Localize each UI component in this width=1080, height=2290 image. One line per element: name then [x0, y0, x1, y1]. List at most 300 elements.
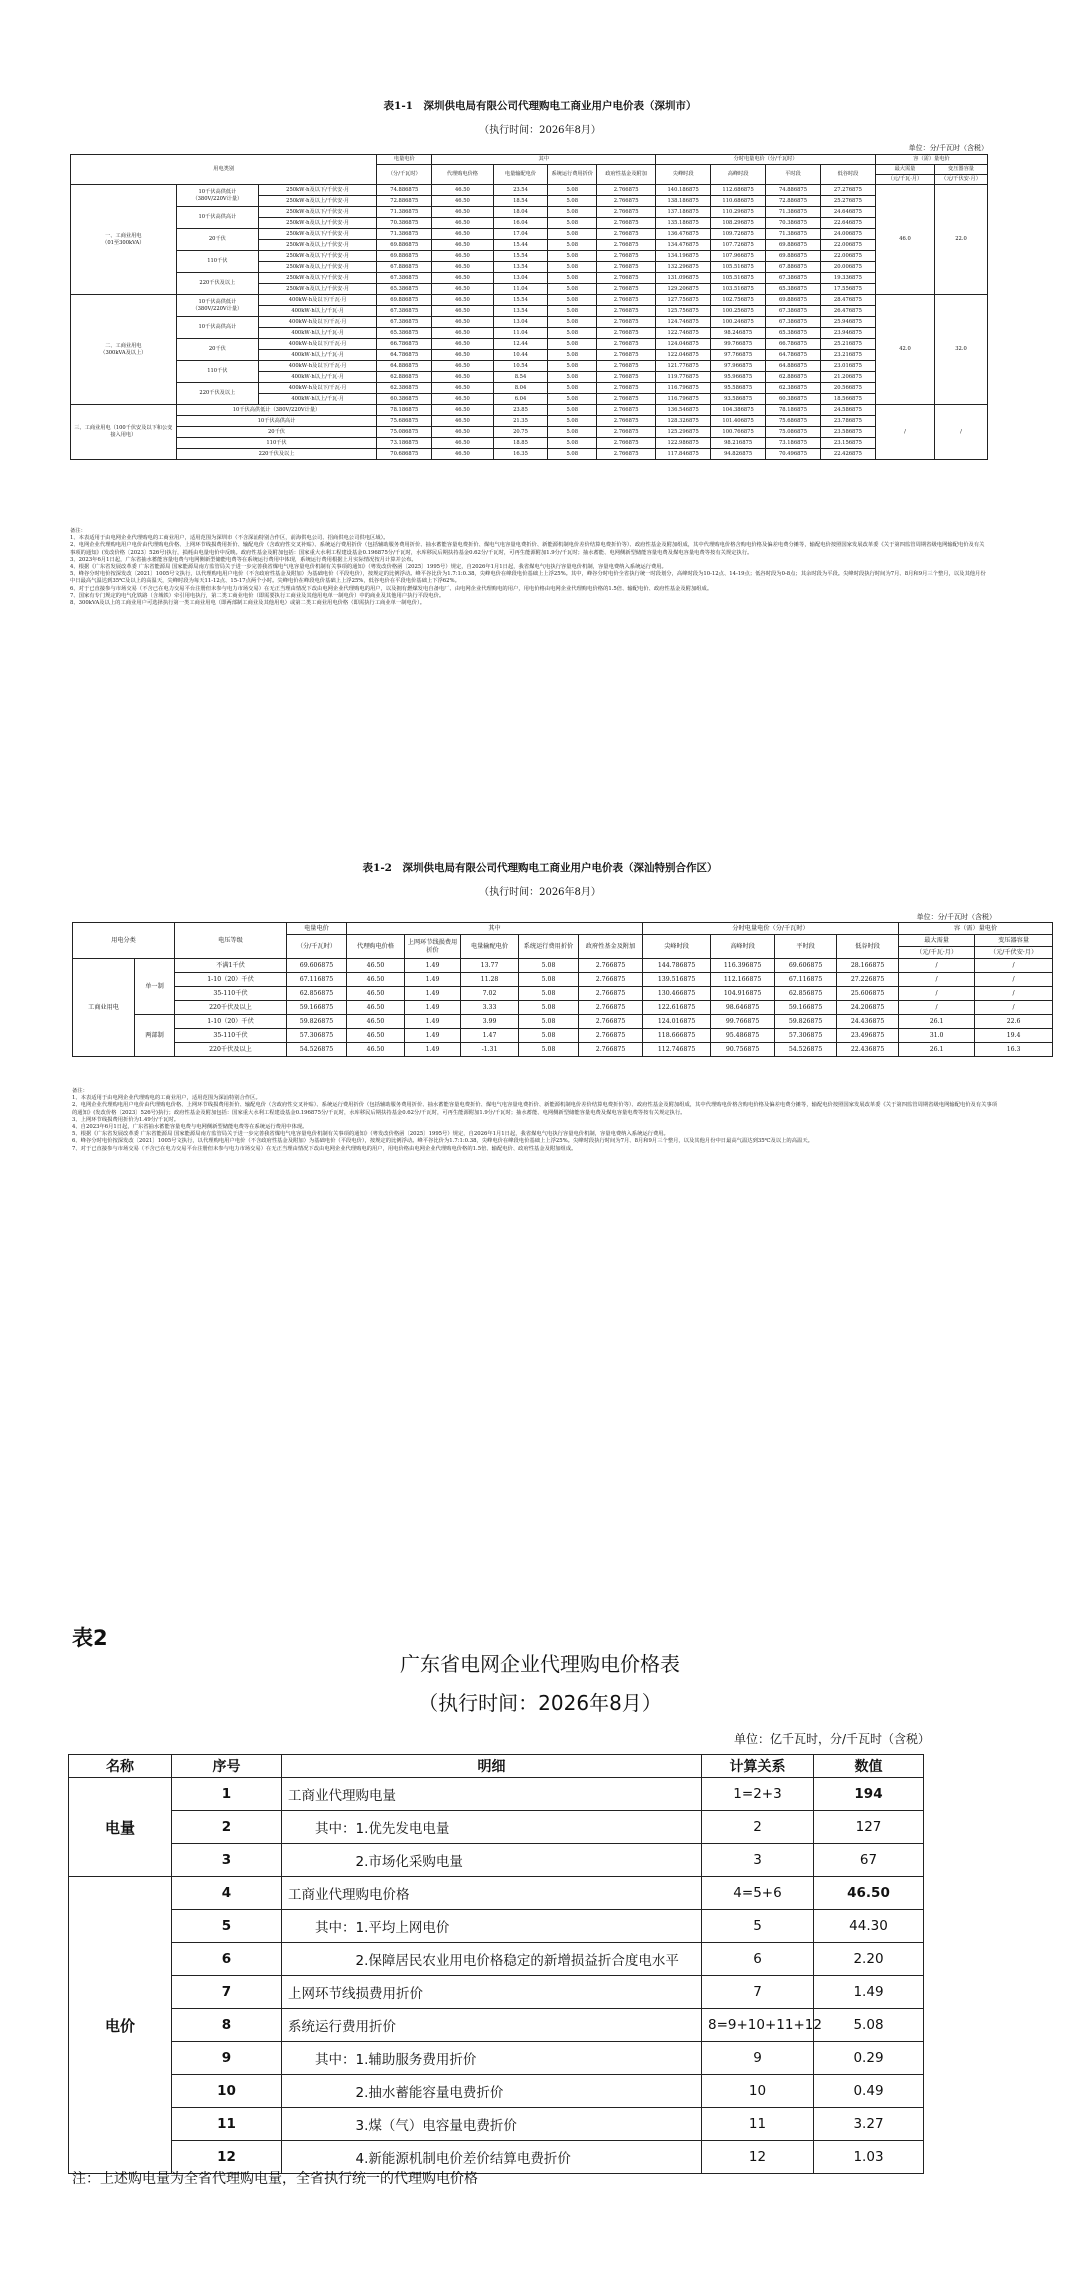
- table-row: [69, 1877, 924, 1910]
- table-cell: 124.016875: [643, 1015, 711, 1029]
- calc-cell: 9: [702, 2042, 814, 2075]
- table-cell: 99.766875: [711, 1015, 775, 1029]
- table-cell: 250kW·h及以上/千伏安·月: [259, 284, 377, 295]
- table-cell: 250kW·h及以上/千伏安·月: [259, 196, 377, 207]
- header-max-demand: 最大需量: [899, 935, 975, 947]
- table-cell: 不满1千伏: [175, 959, 287, 973]
- seq-cell: 3: [172, 1844, 282, 1877]
- table-cell: 46.50: [347, 1029, 405, 1043]
- table-cell: 124.046875: [656, 339, 711, 350]
- table-cell: 107.726875: [711, 240, 766, 251]
- table-cell: 54.526875: [775, 1043, 837, 1057]
- table-cell: 2.766875: [597, 185, 656, 196]
- seq-cell: 4: [172, 1877, 282, 1910]
- table-1-2: [72, 922, 1053, 1057]
- table-cell: 10.44: [493, 350, 548, 361]
- trans-cap-value: /: [935, 405, 988, 460]
- seq-cell: 5: [172, 1910, 282, 1943]
- seq-cell: 10: [172, 2075, 282, 2108]
- note-line: 4、自2023年6月1日起，广东省抽水蓄能容量电费与电网侧新型储能电费等在系统运行费用中体现。: [72, 1124, 308, 1131]
- seq-cell: 1: [172, 1778, 282, 1811]
- table-cell: 116.396875: [711, 959, 775, 973]
- table-row: [71, 295, 988, 306]
- header-max-demand: 最大需量: [875, 165, 934, 175]
- value-cell: 1.03: [814, 2141, 924, 2174]
- table-row: [69, 1976, 924, 2009]
- table-2: [68, 1754, 924, 2174]
- table-cell: 2.766875: [597, 361, 656, 372]
- table-cell: 16.04: [493, 218, 548, 229]
- table-cell: 250kW·h及以上/千伏安·月: [259, 240, 377, 251]
- table-1-1-notes: [70, 528, 988, 607]
- table-cell: 59.826875: [775, 1015, 837, 1029]
- table-cell: 46.50: [347, 987, 405, 1001]
- table-row: [69, 2108, 924, 2141]
- max-demand-value: 46.0: [875, 185, 934, 295]
- table-cell: 5.08: [519, 1001, 579, 1015]
- table-cell: 2.766875: [597, 427, 656, 438]
- voltage-level: 110千伏: [176, 438, 377, 449]
- table-cell: 46.50: [432, 350, 493, 361]
- table-cell: 95.486875: [711, 1029, 775, 1043]
- note-line: 5、根据《广东省发展改革委 广东省能源局 国家能源局南方监管局关于进一步完善我省煤电气电容量电价机制有关事项的通知》（粤发改价格函〔2025〕1995号）规定，自2026年1月1日起，我省煤电气电执行容量电价机制，容量电费纳入系统运行费用。: [72, 1131, 669, 1138]
- table-cell: 250kW·h及以下/千伏安·月: [259, 273, 377, 284]
- table-cell: 5.08: [548, 306, 597, 317]
- table-cell: 5.08: [519, 973, 579, 987]
- table-cell: 5.08: [519, 1015, 579, 1029]
- table-cell: 6.04: [493, 394, 548, 405]
- header-fund: 政府性基金及附加: [597, 165, 656, 185]
- seq-cell: 6: [172, 1943, 282, 1976]
- table-cell: 46.50: [432, 284, 493, 295]
- table-1-2-unit: 单位：分/千瓦时（含税）: [916, 913, 996, 921]
- detail-cell: 4.新能源机制电价差价结算电费折价: [282, 2141, 702, 2174]
- value-cell: 44.30: [814, 1910, 924, 1943]
- group-label: 三、工商业用电（100千伏安及以下和公变接入用电）: [71, 405, 177, 460]
- header-tc-unit: （元/千伏安·月）: [975, 947, 1053, 959]
- value-cell: 0.29: [814, 2042, 924, 2075]
- table-cell: 24.436875: [837, 1015, 899, 1029]
- voltage-level: 10千伏高供低计 （380V/220V计量）: [176, 185, 258, 207]
- note-line: 2、电网企业代理购电用户电价由代理购电价格、上网环节线损费用折价、输配电价（含政府性交叉补贴）、系统运行费用折价（包括辅助服务费用折价、抽水蓄能容量电费折价、煤电气电容量电费折价、新能源机制电价差价结算电费折价等）、政府性基金及附加组成，其中代理购电价格含购电价格及偏差电费分摊等，输配电价按照国家发展改革委《关于第四监管周期省级电网输配电价及有关事项的通知》(发改价格〔2023〕526号)执行，损耗由电量电价中反映。政府性基金及附加包括：国家重大水利工程建设基金0.196875分/千瓦时，水库移民后期扶持基金0.62分/千瓦时，可再生能源附加1.9分/千瓦时；抽水蓄能、电网侧新型储能容量电费及煤电容量电费等按有关规定执行。: [70, 542, 985, 556]
- table-row: [71, 405, 988, 416]
- table-cell: 100.766875: [711, 427, 766, 438]
- calc-cell: 10: [702, 2075, 814, 2108]
- table-1-1-section: [0, 98, 1080, 136]
- table-cell: 250kW·h及以上/千伏安·月: [259, 262, 377, 273]
- note-line: 4、根据《广东省发展改革委 广东省能源局 国家能源局南方监管局关于进一步完善我省煤电气电容量电价机制有关事项的通知》（粤发改价格函〔2025〕1995号）规定，自2026年1月1日起，我省煤电气电执行容量电价机制，容量电费纳入系统运行费用。: [70, 564, 667, 571]
- table-row: [73, 923, 1053, 935]
- table-cell: 400kW·h及以下/千瓦·月: [259, 295, 377, 306]
- table-cell: 134.476875: [656, 240, 711, 251]
- table-cell: 46.50: [432, 251, 493, 262]
- value-cell: 1.49: [814, 1976, 924, 2009]
- table-cell: 70.386875: [766, 218, 821, 229]
- group-label: 电价: [69, 1877, 172, 2174]
- table-cell: 15.54: [493, 251, 548, 262]
- header-peak: 高峰时段: [711, 165, 766, 185]
- header-valley: 低谷时段: [837, 935, 899, 959]
- table-cell: 16.3: [975, 1043, 1053, 1057]
- table-cell: 2.766875: [597, 229, 656, 240]
- calc-cell: 11: [702, 2108, 814, 2141]
- table-cell: 62.856875: [775, 987, 837, 1001]
- table-cell: 94.826875: [711, 449, 766, 460]
- table-cell: 75.086875: [377, 427, 432, 438]
- table-cell: /: [899, 987, 975, 1001]
- table-cell: 20.006875: [820, 262, 875, 273]
- table-cell: 65.386875: [377, 284, 432, 295]
- table-cell: 107.966875: [711, 251, 766, 262]
- table-cell: 27.226875: [837, 973, 899, 987]
- table-cell: 69.606875: [775, 959, 837, 973]
- table-cell: 124.746875: [656, 317, 711, 328]
- table-cell: 26.1: [899, 1015, 975, 1029]
- table-cell: 2.766875: [597, 416, 656, 427]
- table-cell: 137.186875: [656, 207, 711, 218]
- table-cell: 15.54: [493, 295, 548, 306]
- table-row: [73, 1029, 1053, 1043]
- table-cell: 101.406875: [711, 416, 766, 427]
- header-tou: 分时电量电价（分/千瓦时）: [656, 155, 876, 165]
- seq-cell: 7: [172, 1976, 282, 2009]
- header-fund: 政府性基金及附加: [579, 935, 643, 959]
- table-cell: 1.49: [405, 1029, 461, 1043]
- header-capacity: 容（需）量电价: [875, 155, 987, 165]
- table-cell: 5.08: [548, 207, 597, 218]
- table-cell: 46.50: [432, 240, 493, 251]
- table-cell: /: [899, 959, 975, 973]
- table-cell: 93.586875: [711, 394, 766, 405]
- table-cell: 46.50: [432, 273, 493, 284]
- header-peak: 高峰时段: [711, 935, 775, 959]
- max-demand-value: 42.0: [875, 295, 934, 405]
- table-cell: 46.50: [432, 438, 493, 449]
- header-loss: 上网环节线损费用折价: [405, 935, 461, 959]
- table-row: [69, 1943, 924, 1976]
- table-cell: 250kW·h及以下/千伏安·月: [259, 207, 377, 218]
- calc-cell: 2: [702, 1811, 814, 1844]
- voltage-level: 10千伏高供低计 （380V/220V计量）: [176, 295, 258, 317]
- table-cell: 67.386875: [766, 273, 821, 284]
- detail-cell: 工商业代理购电价格: [282, 1877, 702, 1910]
- table-cell: 110.686875: [711, 196, 766, 207]
- table-cell: 1.49: [405, 1015, 461, 1029]
- table-cell: 54.526875: [287, 1043, 347, 1057]
- seq-cell: 2: [172, 1811, 282, 1844]
- value-cell: 67: [814, 1844, 924, 1877]
- table-cell: 104.916875: [711, 987, 775, 1001]
- table-row: [71, 427, 988, 438]
- table-cell: 2.766875: [597, 295, 656, 306]
- table-row: [71, 251, 988, 262]
- table-cell: 104.386875: [711, 405, 766, 416]
- table-cell: 119.776875: [656, 372, 711, 383]
- table-cell: 5.08: [548, 438, 597, 449]
- table-row: [73, 1015, 1053, 1029]
- table-2-unit: 单位：亿千瓦时，分/千瓦时（含税）: [733, 1732, 930, 1746]
- table-cell: 59.166875: [775, 1001, 837, 1015]
- table-cell: 59.166875: [287, 1001, 347, 1015]
- table-2-subtitle: （执行时间：2026年8月）: [418, 1691, 662, 1715]
- table-cell: 78.186875: [766, 405, 821, 416]
- table-cell: 62.856875: [287, 987, 347, 1001]
- table-cell: 1.47: [461, 1029, 519, 1043]
- table-cell: 2.766875: [597, 438, 656, 449]
- table-1-1-title: 表1-1 深圳供电局有限公司代理购电工商业用户电价表（深圳市）: [383, 100, 697, 112]
- table-cell: 69.886875: [766, 240, 821, 251]
- group-label: 一、工商业用电 （01至300kVA）: [71, 185, 177, 295]
- note-line: 备注：: [70, 528, 86, 534]
- table-cell: 20.566875: [820, 383, 875, 394]
- table-cell: 46.50: [432, 262, 493, 273]
- table-cell: 25.216875: [820, 339, 875, 350]
- table-row: [69, 1755, 924, 1778]
- table-2-heading: [0, 1648, 1080, 1716]
- table-cell: 250kW·h及以下/千伏安·月: [259, 229, 377, 240]
- table-cell: 132.296875: [656, 262, 711, 273]
- table-cell: 66.786875: [377, 339, 432, 350]
- table-cell: 2.766875: [597, 273, 656, 284]
- voltage-level: 20千伏: [176, 229, 258, 251]
- table-cell: 35-110千伏: [175, 987, 287, 1001]
- voltage-level: 10千伏高供低计（380V/220V计量）: [176, 405, 377, 416]
- table-cell: 67.386875: [766, 306, 821, 317]
- table-cell: 400kW·h及以下/千瓦·月: [259, 383, 377, 394]
- table-cell: 98.646875: [711, 1001, 775, 1015]
- table-cell: 5.08: [548, 262, 597, 273]
- table-cell: 118.666875: [643, 1029, 711, 1043]
- voltage-level: 20千伏: [176, 427, 377, 438]
- table-cell: 73.186875: [766, 438, 821, 449]
- header-category: 用电类别: [71, 155, 377, 185]
- table-cell: 69.886875: [766, 251, 821, 262]
- seq-cell: 9: [172, 2042, 282, 2075]
- table-cell: 22.646875: [820, 218, 875, 229]
- table-cell: 31.0: [899, 1029, 975, 1043]
- table-cell: 67.116875: [775, 973, 837, 987]
- table-cell: 105.516875: [711, 262, 766, 273]
- table-cell: 5.08: [548, 196, 597, 207]
- table-cell: 13.54: [493, 306, 548, 317]
- table-cell: 15.44: [493, 240, 548, 251]
- note-line: 6、峰谷分时电价按深发改〔2021〕1005号文执行，以代理购电用户电价（不含政府性基金及附加）为基础电价（平段电价），按规定的比例浮动。峰平谷比价为1.7:1:0.38，尖峰电价在峰段电价基础上上浮25%。尖峰时段执行时间为7月、8月和9月三个整月，以及其他月份中日最高气温达到35℃及以上的高温天。: [72, 1138, 813, 1145]
- table-cell: 71.386875: [766, 207, 821, 218]
- table-cell: 3.33: [461, 1001, 519, 1015]
- table-row: [71, 438, 988, 449]
- table-cell: 12.44: [493, 339, 548, 350]
- table-cell: 250kW·h及以下/千伏安·月: [259, 185, 377, 196]
- table-cell: 400kW·h及以下/千瓦·月: [259, 317, 377, 328]
- table-cell: 75.686875: [377, 416, 432, 427]
- header-transmission: 电量输配电价: [461, 935, 519, 959]
- header-energy-price: 电量电价: [377, 155, 432, 165]
- table-cell: 46.50: [347, 973, 405, 987]
- table-cell: 60.386875: [766, 394, 821, 405]
- voltage-level: 110千伏: [176, 361, 258, 383]
- table-cell: /: [975, 987, 1053, 1001]
- calc-cell: 5: [702, 1910, 814, 1943]
- table-cell: 74.886875: [766, 185, 821, 196]
- table-cell: 5.08: [548, 251, 597, 262]
- table-cell: 46.50: [432, 427, 493, 438]
- table-cell: 90.756875: [711, 1043, 775, 1057]
- table-row: [71, 383, 988, 394]
- table-cell: 46.50: [432, 207, 493, 218]
- table-cell: 220千伏及以上: [175, 1001, 287, 1015]
- table-cell: 23.496875: [837, 1029, 899, 1043]
- table-1-2-subtitle: （执行时间：2026年8月）: [479, 887, 601, 898]
- table-cell: 17.04: [493, 229, 548, 240]
- table-cell: 2.766875: [597, 405, 656, 416]
- table-cell: 70.386875: [377, 218, 432, 229]
- table-row: [71, 207, 988, 218]
- table-cell: 2.766875: [579, 959, 643, 973]
- table-cell: 22.426875: [820, 449, 875, 460]
- table-cell: 2.766875: [597, 262, 656, 273]
- table-cell: 13.54: [493, 262, 548, 273]
- table-row: [69, 1778, 924, 1811]
- table-cell: 140.186875: [656, 185, 711, 196]
- table-cell: 11.28: [461, 973, 519, 987]
- table-cell: 70.686875: [377, 449, 432, 460]
- table-cell: 1.49: [405, 987, 461, 1001]
- value-cell: 3.27: [814, 2108, 924, 2141]
- table-cell: 2.766875: [579, 1015, 643, 1029]
- header-system: 系统运行费用折价: [548, 165, 597, 185]
- table-cell: 16.35: [493, 449, 548, 460]
- table-cell: 122.746875: [656, 328, 711, 339]
- header-transmission: 电量输配电价: [493, 165, 548, 185]
- calc-cell: 8=9+10+11+12: [702, 2009, 814, 2042]
- header-md-unit: （元/千瓦·月）: [899, 947, 975, 959]
- table-2-label: 表2: [72, 1626, 108, 1650]
- table-cell: 65.386875: [766, 328, 821, 339]
- table-cell: /: [899, 973, 975, 987]
- table-row: [69, 2075, 924, 2108]
- table-cell: 98.246875: [711, 328, 766, 339]
- voltage-level: 220千伏及以上: [176, 449, 377, 460]
- category-label: 工商业用电: [73, 959, 135, 1057]
- table-cell: 67.386875: [766, 317, 821, 328]
- table-cell: 11.04: [493, 284, 548, 295]
- table-cell: 25.276875: [820, 196, 875, 207]
- header-detail: 明细: [282, 1755, 702, 1778]
- table-row: [71, 229, 988, 240]
- table-cell: 18.566875: [820, 394, 875, 405]
- table-cell: 46.50: [432, 328, 493, 339]
- table-cell: 2.766875: [579, 1001, 643, 1015]
- table-cell: 5.08: [548, 317, 597, 328]
- table-cell: 46.50: [432, 229, 493, 240]
- table-cell: 46.50: [432, 449, 493, 460]
- header-among: 其中: [347, 923, 643, 935]
- header-category: 用电分类: [73, 923, 175, 959]
- table-cell: 69.606875: [287, 959, 347, 973]
- table-1-1-subtitle: （执行时间：2026年8月）: [479, 125, 601, 136]
- table-cell: 23.85: [493, 405, 548, 416]
- table-cell: /: [899, 1001, 975, 1015]
- table-cell: 17.556875: [820, 284, 875, 295]
- table-cell: 2.766875: [597, 284, 656, 295]
- header-valley: 低谷时段: [820, 165, 875, 185]
- table-cell: 62.386875: [377, 383, 432, 394]
- table-cell: 27.276875: [820, 185, 875, 196]
- calc-cell: 7: [702, 1976, 814, 2009]
- table-cell: 75.086875: [766, 427, 821, 438]
- table-row: [69, 1910, 924, 1943]
- table-cell: 2.766875: [579, 1029, 643, 1043]
- table-cell: 62.886875: [766, 372, 821, 383]
- table-cell: 65.386875: [766, 284, 821, 295]
- table-cell: 23.786875: [820, 416, 875, 427]
- table-cell: 130.466875: [643, 987, 711, 1001]
- table-cell: -1.31: [461, 1043, 519, 1057]
- table-cell: 24.206875: [837, 1001, 899, 1015]
- table-row: [73, 987, 1053, 1001]
- table-cell: 2.766875: [597, 207, 656, 218]
- voltage-level: 110千伏: [176, 251, 258, 273]
- table-cell: 78.186875: [377, 405, 432, 416]
- table-cell: 46.50: [432, 218, 493, 229]
- note-line: 7、国家有专门规定的电气化铁路（含城铁）牵引用电执行，第二类工商业电价（即需要执行工商业及其他用电单一制电价）中的商业及其他用户执行平段电价。: [70, 592, 445, 599]
- table-cell: 108.296875: [711, 218, 766, 229]
- table-cell: 69.886875: [377, 251, 432, 262]
- table-cell: 99.766875: [711, 339, 766, 350]
- table-cell: 5.08: [548, 295, 597, 306]
- table-cell: 75.686875: [766, 416, 821, 427]
- table-cell: 59.826875: [287, 1015, 347, 1029]
- table-cell: 250kW·h及以下/千伏安·月: [259, 251, 377, 262]
- table-cell: 23.586875: [820, 427, 875, 438]
- table-cell: 400kW·h以上/千瓦·月: [259, 372, 377, 383]
- table-cell: 122.616875: [643, 1001, 711, 1015]
- table-cell: 13.04: [493, 317, 548, 328]
- voltage-level: 10千伏高供高计: [176, 317, 258, 339]
- table-cell: /: [975, 973, 1053, 987]
- header-among: 其中: [432, 155, 656, 165]
- table-row: [69, 2042, 924, 2075]
- table-cell: 1.49: [405, 1043, 461, 1057]
- table-cell: 5.08: [548, 394, 597, 405]
- table-cell: 67.116875: [287, 973, 347, 987]
- table-row: [71, 361, 988, 372]
- table-cell: 1.49: [405, 959, 461, 973]
- table-cell: 5.08: [548, 405, 597, 416]
- table-cell: 5.08: [548, 427, 597, 438]
- table-cell: 1.49: [405, 973, 461, 987]
- table-cell: 117.846875: [656, 449, 711, 460]
- table-1-2-title: 表1-2 深圳供电局有限公司代理购电工商业用户电价表（深汕特别合作区）: [362, 862, 718, 874]
- table-row: [73, 1043, 1053, 1057]
- note-line: 8、300kVA及以上的工商业用户可选择执行第一类工商业用电（即两部制工商业及其他用电）或第二类工商业用电价格（即需执行工商业单一制电价）。: [70, 600, 426, 607]
- header-purchase: 代理购电价格: [432, 165, 493, 185]
- table-cell: 5.08: [519, 1043, 579, 1057]
- table-cell: 136.476875: [656, 229, 711, 240]
- table-cell: 46.50: [432, 394, 493, 405]
- table-cell: 98.216875: [711, 438, 766, 449]
- table-cell: 2.766875: [579, 987, 643, 1001]
- table-cell: 2.766875: [597, 328, 656, 339]
- table-cell: 46.50: [432, 372, 493, 383]
- seq-cell: 8: [172, 2009, 282, 2042]
- table-cell: 5.08: [548, 383, 597, 394]
- table-cell: 46.50: [432, 361, 493, 372]
- table-cell: 64.786875: [377, 350, 432, 361]
- table-cell: 70.496875: [766, 449, 821, 460]
- table-cell: 1.49: [405, 1001, 461, 1015]
- group-label: 二、工商业用电 （300kVA及以上）: [71, 295, 177, 405]
